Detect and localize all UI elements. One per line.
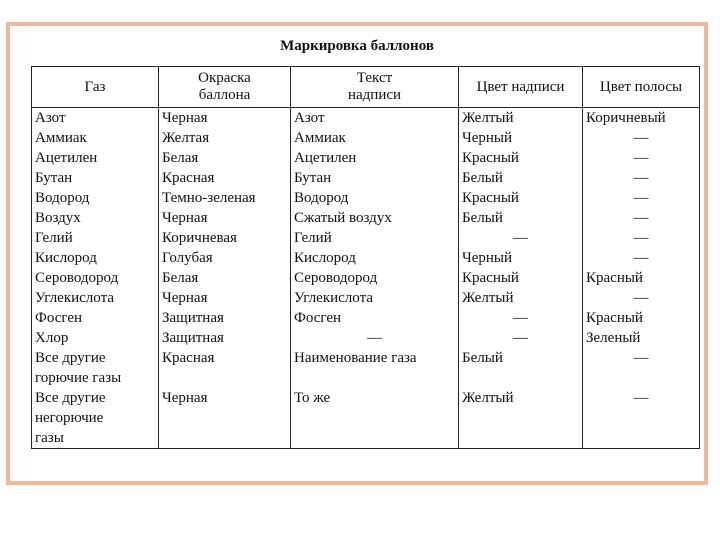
cell-label-color: Белый [459,348,583,388]
cell-label-color: — [459,228,583,248]
cell-label-text: Кислород [291,248,459,268]
table-row [32,108,700,129]
cell-label-color: Желтый [459,108,583,129]
cell-label-text: Ацетилен [291,148,459,168]
cell-gas: Все другие горючие газы [32,348,159,388]
cell-label-text: Бутан [291,168,459,188]
cell-cylinder-color: Красная [159,168,291,188]
column-header-cylinder-color: Окраска баллона [159,67,291,108]
cell-stripe-color: — [583,388,700,449]
table-row [32,128,700,148]
table-row [32,268,700,288]
cell-label-color: Желтый [459,388,583,449]
cell-cylinder-color: Черная [159,208,291,228]
cell-label-color: Белый [459,168,583,188]
table-row [32,208,700,228]
cell-stripe-color: Красный [583,308,700,328]
table-row [32,308,700,328]
cell-gas: Сероводород [32,268,159,288]
cell-stripe-color: — [583,228,700,248]
document-frame [6,22,708,485]
table-row [32,288,700,308]
table-row [32,148,700,168]
header-row [32,67,700,108]
cell-label-text: То же [291,388,459,449]
cell-gas: Воздух [32,208,159,228]
cell-gas: Аммиак [32,128,159,148]
cell-cylinder-color: Коричневая [159,228,291,248]
cell-label-color: Черный [459,128,583,148]
cell-label-color: Черный [459,248,583,268]
cell-gas: Гелий [32,228,159,248]
cell-label-text: Сжатый воздух [291,208,459,228]
cell-stripe-color: — [583,248,700,268]
cell-gas: Углекислота [32,288,159,308]
table-row [32,388,700,449]
cell-stripe-color: — [583,348,700,388]
table-body [32,108,700,449]
cell-gas: Ацетилен [32,148,159,168]
cell-cylinder-color: Красная [159,348,291,388]
table-row [32,228,700,248]
cell-cylinder-color: Голубая [159,248,291,268]
cell-label-color: Желтый [459,288,583,308]
cell-cylinder-color: Черная [159,108,291,129]
cell-label-color: Красный [459,148,583,168]
cell-gas: Водород [32,188,159,208]
cell-stripe-color: Красный [583,268,700,288]
table-title: Маркировка баллонов [280,38,434,54]
cell-label-text: Азот [291,108,459,129]
column-header-stripe-color: Цвет полосы [583,67,700,108]
column-header-gas: Газ [32,67,159,108]
cell-cylinder-color: Темно-зеленая [159,188,291,208]
cell-gas: Фосген [32,308,159,328]
cell-gas: Бутан [32,168,159,188]
cell-stripe-color: — [583,288,700,308]
cell-cylinder-color: Белая [159,268,291,288]
column-header-label-text: Текст надписи [291,67,459,108]
cell-cylinder-color: Защитная [159,308,291,328]
cell-label-color: Красный [459,188,583,208]
table-row [32,188,700,208]
cell-label-text: Водород [291,188,459,208]
cell-gas: Азот [32,108,159,129]
cell-gas: Кислород [32,248,159,268]
cell-cylinder-color: Белая [159,148,291,168]
cell-stripe-color: Коричневый [583,108,700,129]
cell-label-text: Фосген [291,308,459,328]
cell-gas: Все другие негорючие газы [32,388,159,449]
column-header-label-color: Цвет надписи [459,67,583,108]
cell-stripe-color: — [583,148,700,168]
cylinder-marking-table [31,66,700,449]
cell-label-text: Гелий [291,228,459,248]
table-row [32,168,700,188]
cell-cylinder-color: Желтая [159,128,291,148]
cell-stripe-color: Зеленый [583,328,700,348]
cell-label-color: — [459,308,583,328]
cell-cylinder-color: Черная [159,288,291,308]
table-row [32,248,700,268]
cell-label-text: Аммиак [291,128,459,148]
table-row [32,348,700,388]
cell-label-color: Белый [459,208,583,228]
cell-stripe-color: — [583,208,700,228]
table-row [32,328,700,348]
cell-label-text: Углекислота [291,288,459,308]
cell-label-text: Сероводород [291,268,459,288]
cell-label-text: Наименование газа [291,348,459,388]
cell-cylinder-color: Черная [159,388,291,449]
cell-stripe-color: — [583,168,700,188]
cell-label-text: — [291,328,459,348]
cell-stripe-color: — [583,188,700,208]
cell-cylinder-color: Защитная [159,328,291,348]
cell-stripe-color: — [583,128,700,148]
cell-label-color: Красный [459,268,583,288]
cell-label-color: — [459,328,583,348]
cell-gas: Хлор [32,328,159,348]
